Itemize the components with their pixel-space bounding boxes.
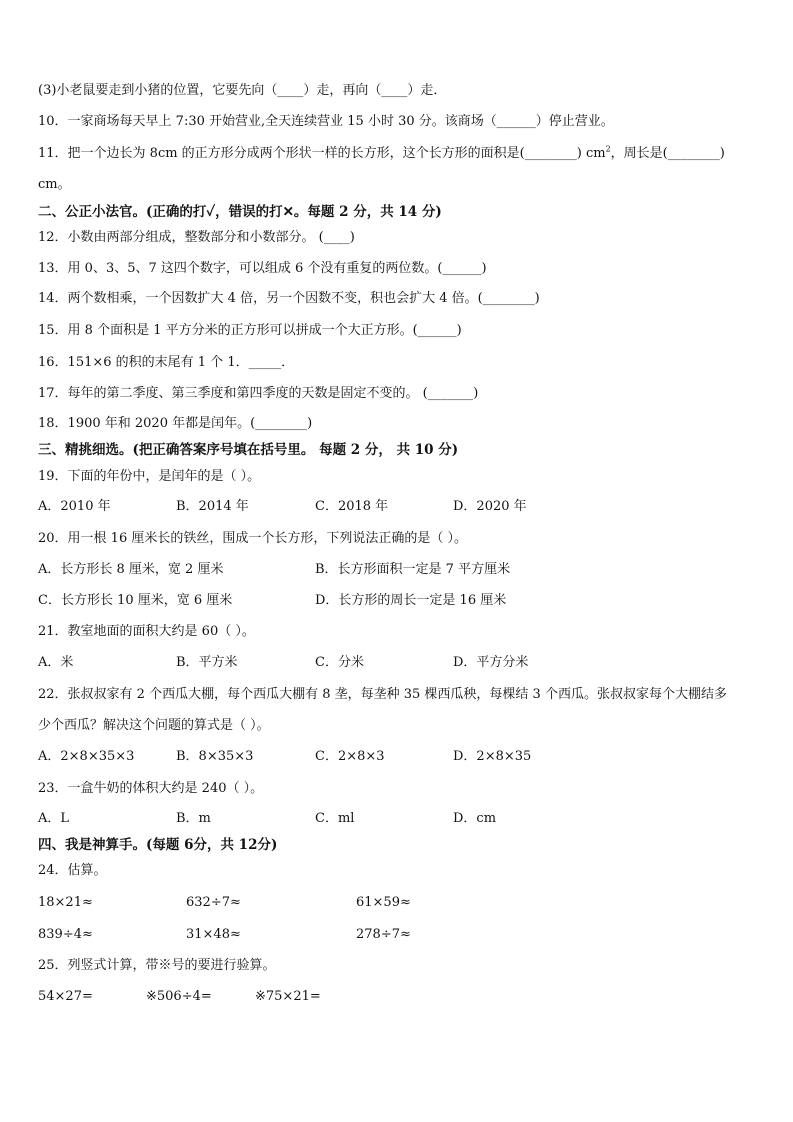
- question-20-options-row1: [38, 561, 758, 579]
- option-a: A．2010 年: [38, 499, 111, 514]
- estimate-2: 632÷7≈: [186, 895, 241, 910]
- option-b: B．长方形面积一定是 7 平方厘米: [315, 562, 511, 577]
- option-d: D．cm: [453, 811, 497, 826]
- option-b: B．8×35×3: [176, 749, 254, 764]
- question-15: 15．用 8 个面积是 1 平方分米的正方形可以拼成一个大正方形。(______): [38, 323, 462, 338]
- option-d: D．平方分米: [453, 655, 529, 670]
- option-b: B．2014 年: [176, 499, 249, 514]
- option-a: A．L: [38, 811, 70, 826]
- option-a: A．2×8×35×3: [38, 749, 135, 764]
- question-17: 17．每年的第二季度、第三季度和第四季度的天数是固定不变的。 (_______): [38, 386, 479, 401]
- estimate-3: 61×59≈: [356, 895, 411, 910]
- question-24: 24．估算。: [38, 863, 107, 878]
- question-20-options-row2: [38, 592, 758, 610]
- estimate-5: 31×48≈: [186, 927, 241, 942]
- section-3-heading: 三、精挑细选。(把正确答案序号填在括号里。 每题 2 分， 共 10 分): [38, 442, 459, 458]
- option-b: B．平方米: [176, 655, 238, 670]
- option-b: B．m: [176, 811, 211, 826]
- question-11-superscript: 2: [605, 144, 611, 154]
- question-14: 14．两个数相乘，一个因数扩大 4 倍，另一个因数不变，积也会扩大 4 倍。(________): [38, 291, 540, 306]
- option-d: D．2020 年: [453, 499, 527, 514]
- question-11-unit: cm。: [38, 177, 71, 192]
- question-19-options: [38, 498, 758, 516]
- vertical-calc-3: ※75×21=: [255, 989, 321, 1004]
- question-22-options: [38, 748, 758, 766]
- question-11-perimeter: ，周长是(________): [610, 146, 725, 161]
- question-19: 19．下面的年份中，是闰年的是（ ）。: [38, 469, 261, 484]
- vertical-calc-2: ※506÷4=: [146, 989, 212, 1004]
- question-21-options: [38, 654, 758, 672]
- question-21: 21．教室地面的面积大约是 60（ ）。: [38, 624, 255, 639]
- question-13: 13．用 0、3、5、7 这四个数字，可以组成 6 个没有重复的两位数。(______): [38, 261, 487, 276]
- estimate-1: 18×21≈: [38, 895, 93, 910]
- question-22: 22．张叔叔家有 2 个西瓜大棚，每个西瓜大棚有 8 垄，每垄种 35 棵西瓜秧，每棵结 3 个西瓜。张叔叔家每个大棚结多: [38, 687, 727, 702]
- question-25: 25．列竖式计算，带※号的要进行验算。: [38, 958, 276, 973]
- question-10: 10．一家商场每天早上 7:30 开始营业,全天连续营业 15 小时 30 分。该商场（______）停止营业。: [38, 114, 614, 129]
- question-12: 12．小数由两部分组成，整数部分和小数部分。 (____): [38, 230, 355, 245]
- option-d: D．长方形的周长一定是 16 厘米: [315, 593, 507, 608]
- question-23: 23．一盒牛奶的体积大约是 240（ ）。: [38, 781, 264, 796]
- option-c: C．ml: [315, 811, 355, 826]
- question-18: 18．1900 年和 2020 年都是闰年。(________): [38, 416, 313, 431]
- vertical-calc-1: 54×27=: [38, 989, 93, 1004]
- estimate-6: 278÷7≈: [356, 927, 411, 942]
- question-3-sub: (3)小老鼠要走到小猪的位置，它要先向（____）走，再向（____）走．: [38, 83, 447, 98]
- question-16: 16．151×6 的积的末尾有 1 个 1．_____．: [38, 355, 295, 370]
- option-d: D．2×8×35: [453, 749, 532, 764]
- option-c: C．2018 年: [315, 499, 389, 514]
- option-a: A．长方形长 8 厘米，宽 2 厘米: [38, 562, 224, 577]
- question-11-text: 11．把一个边长为 8cm 的正方形分成两个形状一样的长方形，这个长方形的面积是(________) cm: [38, 146, 606, 161]
- question-22-cont: 少个西瓜？解决这个问题的算式是（ ）。: [38, 718, 270, 733]
- estimate-4: 839÷4≈: [38, 927, 93, 942]
- section-2-heading: 二、公正小法官。(正确的打✓，错误的打✕。每题 2 分，共 14 分): [38, 204, 442, 220]
- option-a: A．米: [38, 655, 74, 670]
- question-23-options: [38, 810, 758, 828]
- option-c: C．分米: [315, 655, 364, 670]
- option-c: C．长方形长 10 厘米，宽 6 厘米: [38, 593, 233, 608]
- question-11: [38, 145, 725, 163]
- option-c: C．2×8×3: [315, 749, 385, 764]
- question-20: 20．用一根 16 厘米长的铁丝，围成一个长方形，下列说法正确的是（ ）。: [38, 531, 467, 546]
- section-4-heading: 四、我是神算手。(每题 6分，共 12分): [38, 837, 278, 853]
